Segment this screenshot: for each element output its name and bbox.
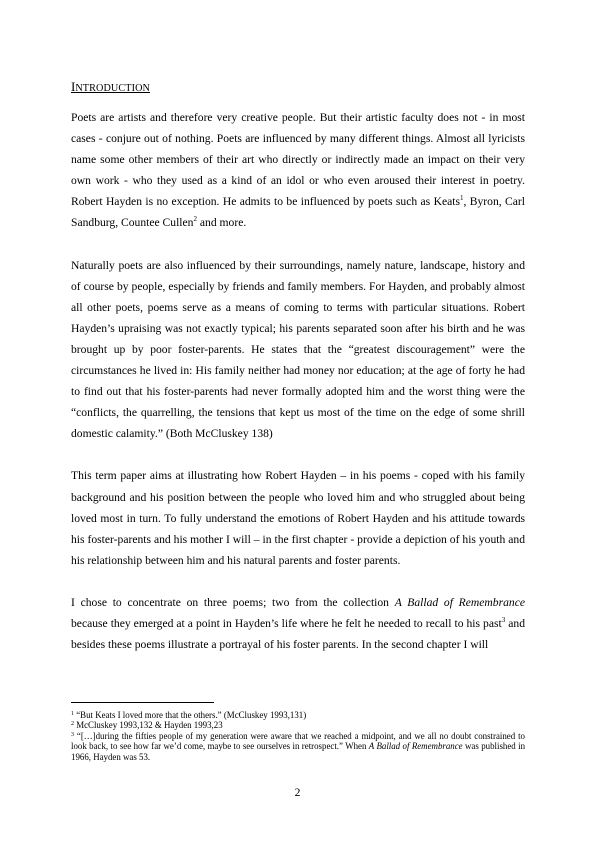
paragraph-3: This term paper aims at illustrating how Robert Hayden – in his poems - coped with his family background and his position between the people who loved him and who struggled about being loved most in turn. To fully understand the emotions of Robert Hayden and his attitude towards his foster-parents and his mother I will – in the first chapter - provide a depiction of his youth and his relationship between him and his natural parents and foster parents. (71, 469, 525, 567)
paragraph-1-text-c: and more. (196, 216, 247, 230)
footnote-1-number: 1 (71, 711, 74, 717)
footnote-3-text-a: “[…]during the fifties people of my generation were aware that we reached a midpoint, and we all no doubt constrained to look back, to see how far we’d come, maybe to see ourselves in retrospect.” When (71, 730, 525, 752)
paragraph-4-text-a: I chose to concentrate on three poems; two from the collection (71, 595, 395, 609)
footnote-2-number: 2 (71, 721, 74, 728)
footnotes (71, 710, 525, 762)
paragraph-4-text-c: and besides these poems illustrate a portrayal of his foster parents. In the second chapter I will (71, 616, 526, 652)
page-number: 2 (294, 786, 301, 799)
footnote-ref-3: 3 (501, 615, 506, 624)
paragraph-1-text-a: Poets are artists and therefore very creative people. But their artistic faculty does not - in most cases - conjure out of nothing. Poets are influenced by many different things. Almost all lyricists name some other members of their art who directly or indirectly made an impact on their very own work - who they used as a kind of an idol or who even aroused their interest in poetry. Robert Hayden is no exception. He admits to be influenced by poets such as Keats (71, 111, 525, 209)
heading-initial: I (71, 79, 76, 94)
section-heading (71, 79, 525, 97)
footnote-1-text: “But Keats I loved more that the others.” (McCluskey 1993,131) (74, 710, 307, 720)
footnote-ref-1: 1 (459, 194, 464, 203)
footnote-ref-2: 2 (193, 215, 197, 224)
paragraph-4 (71, 592, 525, 655)
footnote-3 (71, 731, 525, 762)
paragraph-2: Naturally poets are also influenced by their surroundings, namely nature, landscape, history and of course by people, especially by friends and family members. For Hayden, and probably almost all other poets, poems serve as a means of coming to terms with particular situations. Robert Hayden’s upraising was not exactly typical; his parents separated soon after his birth and he was brought up by poor foster-parents. He states that the “greatest discouragement” were the circumstances he lived in: His family neither had money nor education; at the age of forty he had to find out that his foster-parents had never formally adopted him and the worst thing were the “conflicts, the quarrelling, the tensions that kept us most of the time on the edge of some shrill domestic calamity.” (Both McCluskey 138) (71, 258, 525, 441)
footnote-3-book-title: A Ballad of Remembrance (368, 741, 463, 752)
paragraph-4-book-title: A Ballad of Remembrance (394, 595, 525, 609)
footnote-separator (71, 702, 214, 703)
footnote-1 (71, 710, 525, 720)
footnote-3-number: 3 (71, 731, 74, 738)
footnote-3-text-b: was published in 1966, Hayden was 53. (71, 741, 526, 762)
footnote-2 (71, 720, 525, 730)
paragraph-1 (71, 107, 525, 234)
footnote-2-text: McCluskey 1993,132 & Hayden 1993,23 (74, 720, 223, 731)
paragraph-1-text-b: , Byron, Carl Sandburg, Countee Cullen (71, 195, 525, 230)
page-body (71, 79, 525, 655)
paragraph-4-text-b: because they emerged at a point in Hayden’s life where he felt he needed to recall to his past (71, 616, 502, 630)
heading-small-caps: NTRODUCTION (75, 83, 151, 94)
